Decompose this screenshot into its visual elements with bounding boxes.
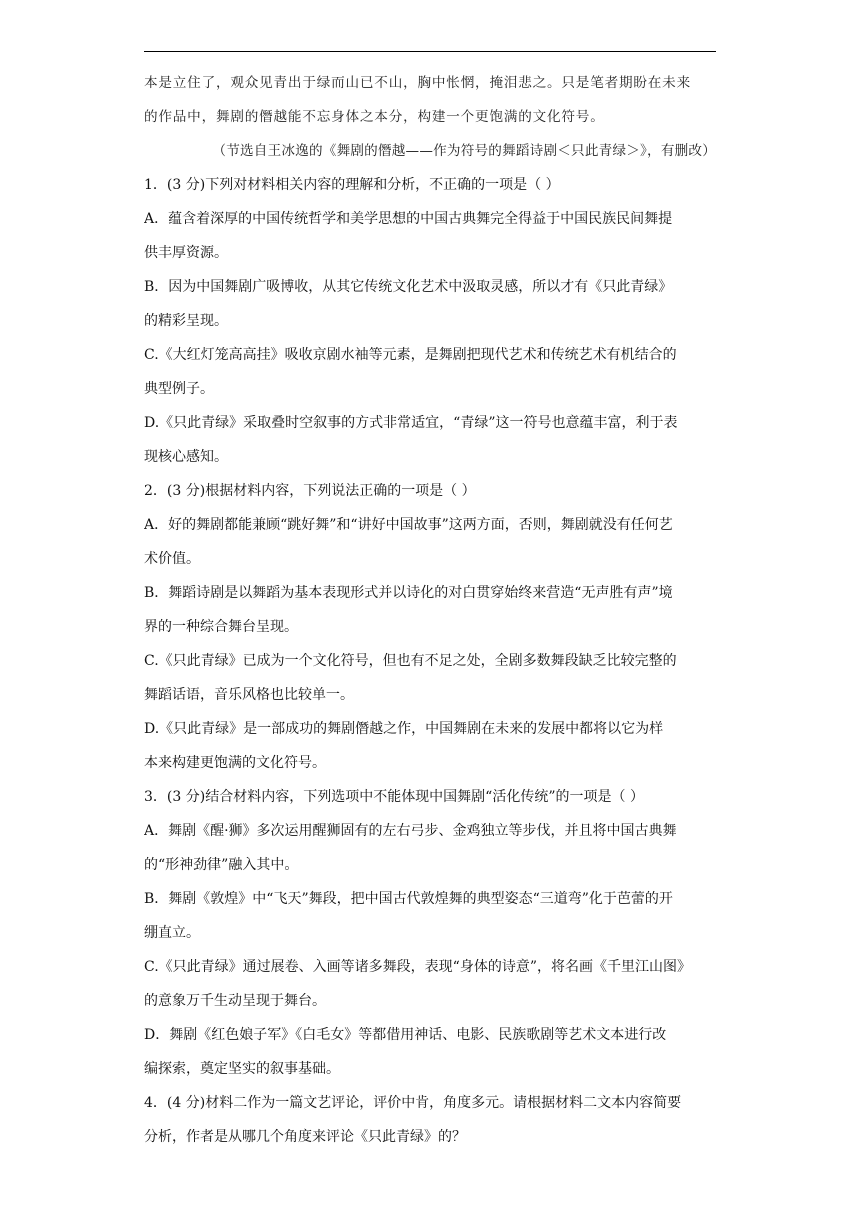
question-stem-cont: 分析，作者是从哪几个角度来评论《只此青绿》的？ [144, 1129, 466, 1145]
option-b-cont: 界的一种综合舞台呈现。 [144, 619, 298, 635]
option-b: B．舞蹈诗剧是以舞蹈为基本表现形式并以诗化的对白贯穿始终来营造“无声胜有声”境 [144, 585, 673, 601]
option-a: A．蕴含着深厚的中国传统哲学和美学思想的中国古典舞完全得益于中国民族民间舞提 [144, 211, 673, 227]
option-c-cont: 的意象万千生动呈现于舞台。 [144, 993, 326, 1009]
option-a-cont: 供丰厚资源。 [144, 245, 228, 261]
option-a-cont: 的“形神劲律”融入其中。 [144, 857, 299, 873]
option-a-cont: 术价值。 [144, 551, 200, 567]
question-2 [144, 474, 716, 780]
option-d: D.《只此青绿》是一部成功的舞剧僭越之作，中国舞剧在未来的发展中都将以它为样 [144, 721, 664, 737]
passage-line: 的作品中，舞剧的僭越能不忘身体之本分，构建一个更饱满的文化符号。 [144, 109, 605, 125]
question-stem: 2．(3 分)根据材料内容，下列说法正确的一项是（ ） [144, 483, 476, 499]
option-b: B．舞剧《敦煌》中“飞天”舞段，把中国古代敦煌舞的典型姿态“三道弯”化于芭蕾的开 [144, 891, 673, 907]
question-stem: 1．(3 分)下列对材料相关内容的理解和分析，不正确的一项是（ ） [144, 177, 560, 193]
option-d-cont: 现核心感知。 [144, 449, 228, 465]
question-stem: 4．(4 分)材料二作为一篇文艺评论，评价中肯，角度多元。请根据材料二文本内容简要 [144, 1095, 682, 1111]
question-1 [144, 168, 716, 474]
option-c: C.《大红灯笼高高挂》吸收京剧水袖等元素，是舞剧把现代艺术和传统艺术有机结合的 [144, 347, 677, 363]
option-d-cont: 本来构建更饱满的文化符号。 [144, 755, 326, 771]
question-3 [144, 780, 716, 1086]
question-4 [144, 1086, 716, 1154]
option-c: C.《只此青绿》已成为一个文化符号，但也有不足之处，全剧多数舞段缺乏比较完整的 [144, 653, 677, 669]
option-b: B．因为中国舞剧广吸博收，从其它传统文化艺术中汲取灵感，所以才有《只此青绿》 [144, 279, 673, 295]
option-d: D.《只此青绿》采取叠时空叙事的方式非常适宜，“青绿”这一符号也意蕴丰富，利于表 [144, 415, 678, 431]
document-content [144, 66, 716, 1154]
option-a: A．舞剧《醒·狮》多次运用醒狮固有的左右弓步、金鸡独立等步伐，并且将中国古典舞 [144, 823, 677, 839]
option-d: D．舞剧《红色娘子军》《白毛女》等都借用神话、电影、民族歌剧等艺术文本进行改 [144, 1027, 667, 1043]
option-c-cont: 舞蹈话语，音乐风格也比较单一。 [144, 687, 354, 703]
source-citation: （节选自王冰逸的《舞剧的僭越——作为符号的舞蹈诗剧＜只此青绿＞》，有删改） [212, 143, 716, 159]
question-stem: 3．(3 分)结合材料内容，下列选项中不能体现中国舞剧“活化传统”的一项是（ ） [144, 789, 644, 805]
option-c: C.《只此青绿》通过展卷、入画等诸多舞段，表现“身体的诗意”，将名画《千里江山图》 [144, 959, 691, 975]
option-b-cont: 绷直立。 [144, 925, 200, 941]
option-d-cont: 编探索，奠定坚实的叙事基础。 [144, 1061, 340, 1077]
option-c-cont: 典型例子。 [144, 381, 214, 397]
option-a: A．好的舞剧都能兼顾“跳好舞”和“讲好中国故事”这两方面，否则，舞剧就没有任何艺 [144, 517, 673, 533]
passage-line: 本是立住了，观众见青出于绿而山已不山，胸中怅惘，掩泪悲之。只是笔者期盼在未来 [144, 75, 691, 91]
header-rule [144, 51, 716, 52]
option-b-cont: 的精彩呈现。 [144, 313, 228, 329]
